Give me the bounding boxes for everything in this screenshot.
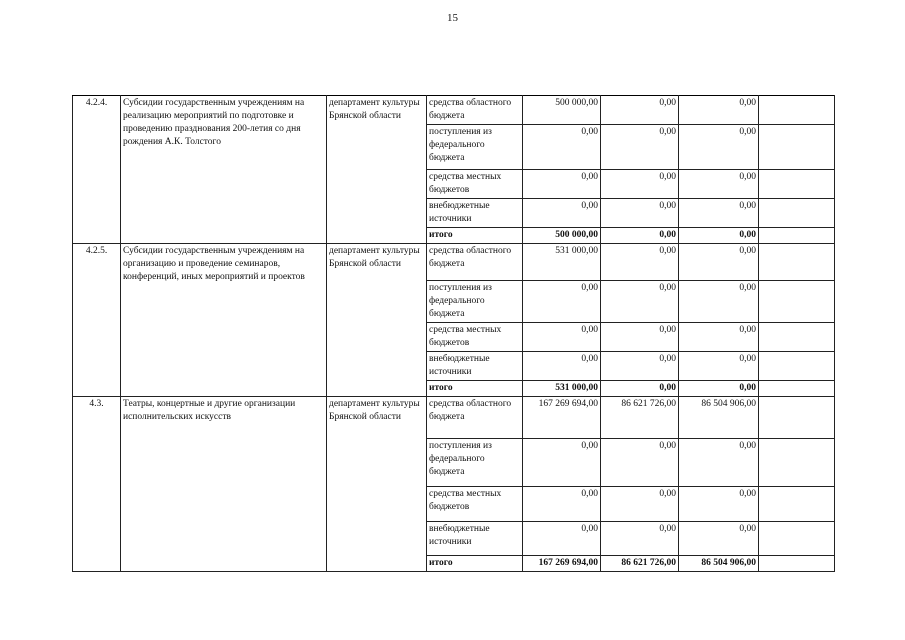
source-label: поступления из федерального бюджета [427, 125, 523, 170]
value-cell: 0,00 [601, 125, 679, 170]
value-cell: 0,00 [523, 487, 601, 522]
value-cell: 0,00 [679, 352, 759, 381]
value-cell: 0,00 [523, 281, 601, 323]
value-cell: 0,00 [679, 487, 759, 522]
empty-cell [759, 352, 835, 381]
empty-cell [759, 397, 835, 439]
total-value: 0,00 [679, 228, 759, 244]
value-cell: 0,00 [601, 522, 679, 556]
value-cell: 0,00 [601, 281, 679, 323]
value-cell: 0,00 [679, 244, 759, 281]
source-label: внебюджетные источники [427, 522, 523, 556]
value-cell: 0,00 [679, 323, 759, 352]
value-cell: 86 621 726,00 [601, 397, 679, 439]
value-cell: 531 000,00 [523, 244, 601, 281]
item-number: 4.2.5. [73, 244, 121, 397]
source-label: внебюджетные источники [427, 199, 523, 228]
value-cell: 0,00 [601, 170, 679, 199]
item-title: Театры, концертные и другие организации исполнительских искусств [121, 397, 327, 572]
value-cell: 0,00 [523, 323, 601, 352]
value-cell: 0,00 [523, 125, 601, 170]
total-value: 86 504 906,00 [679, 556, 759, 572]
value-cell: 0,00 [523, 170, 601, 199]
empty-cell [759, 228, 835, 244]
value-cell: 0,00 [601, 487, 679, 522]
value-cell: 0,00 [679, 170, 759, 199]
item-title: Субсидии государственным учреждениям на реализацию мероприятий по подготовке и проведению празднования 200-летия со дня рождения А.К. Толстого [121, 96, 327, 244]
source-label: поступления из федерального бюджета [427, 281, 523, 323]
source-label: средства местных бюджетов [427, 170, 523, 199]
total-value: 167 269 694,00 [523, 556, 601, 572]
item-executor: департамент культуры Брянской области [327, 96, 427, 244]
budget-table [72, 95, 835, 572]
total-value: 86 621 726,00 [601, 556, 679, 572]
empty-cell [759, 381, 835, 397]
empty-cell [759, 170, 835, 199]
source-label: средства областного бюджета [427, 397, 523, 439]
total-value: 531 000,00 [523, 381, 601, 397]
item-number: 4.3. [73, 397, 121, 572]
value-cell: 167 269 694,00 [523, 397, 601, 439]
empty-cell [759, 96, 835, 125]
empty-cell [759, 323, 835, 352]
value-cell: 86 504 906,00 [679, 397, 759, 439]
value-cell: 0,00 [523, 522, 601, 556]
source-label: итого [427, 228, 523, 244]
value-cell: 0,00 [679, 522, 759, 556]
page-number: 15 [447, 12, 458, 24]
table-row [73, 244, 835, 281]
source-label: средства областного бюджета [427, 96, 523, 125]
value-cell: 0,00 [679, 281, 759, 323]
item-number: 4.2.4. [73, 96, 121, 244]
value-cell: 0,00 [523, 352, 601, 381]
total-value: 0,00 [601, 228, 679, 244]
value-cell: 0,00 [679, 96, 759, 125]
empty-cell [759, 244, 835, 281]
value-cell: 0,00 [523, 439, 601, 487]
empty-cell [759, 556, 835, 572]
value-cell: 0,00 [679, 439, 759, 487]
source-label: средства местных бюджетов [427, 487, 523, 522]
value-cell: 0,00 [523, 199, 601, 228]
empty-cell [759, 522, 835, 556]
value-cell: 0,00 [679, 199, 759, 228]
total-value: 500 000,00 [523, 228, 601, 244]
source-label: итого [427, 556, 523, 572]
total-value: 0,00 [601, 381, 679, 397]
value-cell: 0,00 [601, 199, 679, 228]
empty-cell [759, 281, 835, 323]
value-cell: 0,00 [601, 439, 679, 487]
value-cell: 0,00 [601, 244, 679, 281]
source-label: средства местных бюджетов [427, 323, 523, 352]
value-cell: 500 000,00 [523, 96, 601, 125]
item-title: Субсидии государственным учреждениям на организацию и проведение семинаров, конференций, иных мероприятий и проектов [121, 244, 327, 397]
item-executor: департамент культуры Брянской области [327, 397, 427, 572]
item-executor: департамент культуры Брянской области [327, 244, 427, 397]
empty-cell [759, 487, 835, 522]
source-label: поступления из федерального бюджета [427, 439, 523, 487]
value-cell: 0,00 [601, 96, 679, 125]
source-label: внебюджетные источники [427, 352, 523, 381]
value-cell: 0,00 [679, 125, 759, 170]
source-label: итого [427, 381, 523, 397]
table-row [73, 96, 835, 125]
total-value: 0,00 [679, 381, 759, 397]
source-label: средства областного бюджета [427, 244, 523, 281]
value-cell: 0,00 [601, 323, 679, 352]
empty-cell [759, 199, 835, 228]
empty-cell [759, 125, 835, 170]
empty-cell [759, 439, 835, 487]
table-row [73, 397, 835, 439]
value-cell: 0,00 [601, 352, 679, 381]
